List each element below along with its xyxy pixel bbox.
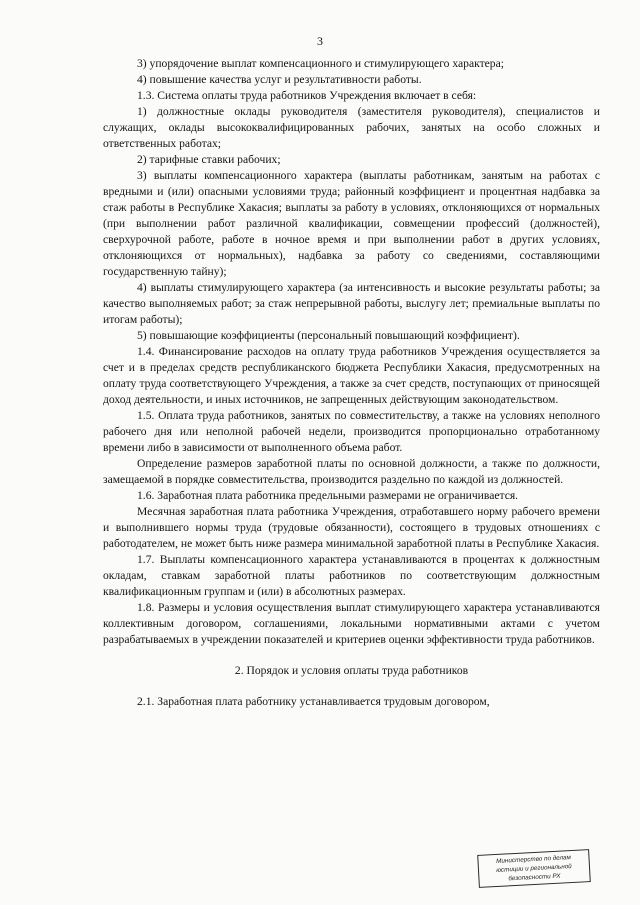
paragraph: 4) выплаты стимулирующего характера (за интенсивность и высокие результаты работы; за качество выполняемых работ; за стаж непрерывной работы, выслугу лет; премиальные выплаты по итогам работы);: [103, 281, 600, 326]
stamp-line: Министерство по делам: [496, 854, 572, 865]
paragraph: 1.8. Размеры и условия осуществления выплат стимулирующего характера устанавливаются коллективным договором, соглашениями, локальными нормативными актами с учетом разрабатываемых в учреждении показателей и критериев оценки эффективности труда работников.: [103, 601, 600, 646]
stamp-line: юстиции и региональной: [496, 863, 572, 874]
paragraph: 3) упорядочение выплат компенсационного и стимулирующего характера;: [137, 57, 504, 70]
stamp-line: безопасности РХ: [508, 872, 561, 883]
paragraph: 5) повышающие коэффициенты (персональный повышающий коэффициент).: [137, 329, 520, 342]
section-heading: 2. Порядок и условия оплаты труда работников: [234, 664, 469, 677]
paragraph: 1) должностные оклады руководителя (заместителя руководителя), специалистов и служащих, оклады высококвалифицированных рабочих, занятых на особо сложных и ответственных работах;: [103, 105, 600, 150]
paragraph: 1.5. Оплата труда работников, занятых по совместительству, а также на условиях неполного рабочего дня или неполной рабочей недели, производится пропорционально отработанному времени либо в зависимости от выполненного объема работ.: [103, 409, 600, 454]
paragraph: 1.7. Выплаты компенсационного характера устанавливаются в процентах к должностным окладам, ставкам заработной платы работников по соответствующим должностным квалификационным группам и (или) в абсолютных размерах.: [103, 553, 600, 598]
document-body: [103, 56, 600, 710]
paragraph: 2) тарифные ставки рабочих;: [137, 153, 281, 166]
paragraph: 4) повышение качества услуг и результативности работы.: [137, 73, 422, 86]
paragraph: Определение размеров заработной платы по основной должности, а также по должности, замещаемой в порядке совместительства, производится раздельно по каждой из должностей.: [103, 457, 600, 486]
paragraph: 1.3. Система оплаты труда работников Учреждения включает в себя:: [137, 89, 477, 102]
paragraph: 2.1. Заработная плата работнику устанавливается трудовым договором,: [137, 695, 490, 708]
page-number: 3: [317, 34, 323, 48]
paragraph: Месячная заработная плата работника Учреждения, отработавшего норму рабочего времени и выполнившего нормы труда (трудовые обязанности), состоящего в трудовых отношениях с работодателем, не может быть ниже размера минимальной заработной платы в Республике Хакасия.: [103, 505, 600, 550]
paragraph: 1.6. Заработная плата работника предельными размерами не ограничивается.: [137, 489, 519, 502]
paragraph: 1.4. Финансирование расходов на оплату труда работников Учреждения осуществляется за счет и в пределах средств республиканского бюджета Республики Хакасия, предусмотренных на оплату труда соответствующего Учреждения, а также за счет средств, поступающих от приносящей доход деятельности, и иных источников, не запрещенных действующим законодательством.: [103, 345, 600, 406]
ministry-stamp: [477, 849, 591, 888]
paragraph: 3) выплаты компенсационного характера (выплаты работникам, занятым на работах с вредными и (или) опасными условиями труда; районный коэффициент и процентная надбавка за стаж работы в Республике Хакасия; выплаты за работу в условиях, отклоняющихся от нормальных (при выполнении работ различной квалификации, совмещении профессий (должностей), сверхурочной работе, работе в ночное время и при выполнении работ в других условиях, отклоняющихся от нормальных), надбавка за работу со сведениями, составляющими государственную тайну);: [103, 169, 600, 278]
